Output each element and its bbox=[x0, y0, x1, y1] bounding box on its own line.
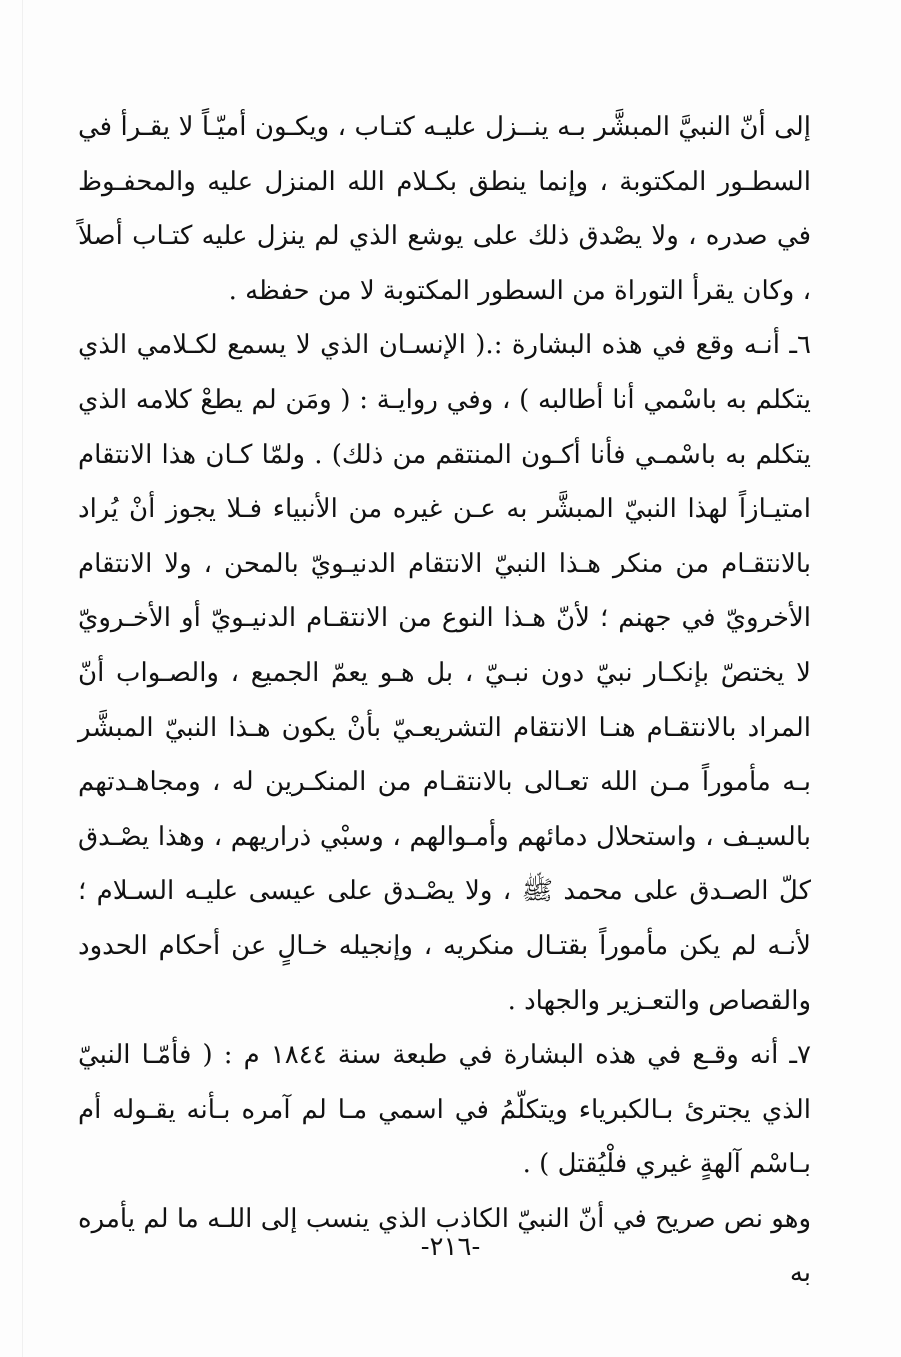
page-number: -٢١٦- bbox=[420, 1232, 481, 1262]
paragraph-closing: وهو نص صريح في أنّ النبيّ الكاذب الذي ينسب إلى اللـه ما لم يأمره به bbox=[78, 1203, 811, 1289]
paragraph-continuation: إلى أنّ النبيَّ المبشَّر بـه ينــزل عليـه كتـاب ، ويكـون أميّـاً لا يقـرأ في السطـور المكتوبة ، وإنما ينطق بكـلام الله المنزل عليه والمحفـوظ في صدره ، ولا يصْدق ذلك على يوشع الذي لم ينزل عليه كتـاب أصلاً ، وكان يقرأ التوراة من السطور المكتوبة لا من حفظه . bbox=[78, 112, 811, 306]
body-text bbox=[78, 100, 811, 1301]
paragraph-point-6: ٦ـ أنـه وقع في هذه البشارة :.( الإنسـان الذي لا يسمع لكـلامي الذي يتكلم به باسْمي أنا أطالبه ) ، وفي روايـة : ( ومَن لم يطعْ كلامه الذي يتكلم به باسْمـي فأنا أكـون المنتقم من ذلك) . ولمّا كـان هذا الانتقام امتيـازاً لهذا النبيّ المبشَّر به عـن غيره من الأنبياء فـلا يجوز أنْ يُراد بالانتقـام من منكر هـذا النبيّ الانتقام الدنيـويّ بالمحن ، ولا الانتقام الأخرويّ في جهنم ؛ لأنّ هـذا النوع من الانتقـام الدنيـويّ أو الأخـرويّ لا يختصّ بإنكـار نبيّ دون نبـيّ ، بل هـو يعمّ الجميع ، والصـواب أنّ المراد بالانتقـام هنـا الانتقام التشريعـيّ بأنْ يكون هـذا النبيّ المبشَّر بـه مأموراً مـن الله تعـالى بالانتقـام من المنكـرين له ، ومجاهـدتهم بالسيـف ، واستحلال دمائهم وأمـوالهم ، وسبْي ذراريهم ، وهذا يصْـدق كلّ الصـدق على محمد ﷺ ، ولا يصْـدق على عيسى عليـه السـلام ؛ لأنـه لم يكن مأموراً بقتـال منكريه ، وإنجيله خـالٍ عن أحكام الحدود والقصاص والتعـزير والجهاد . bbox=[78, 330, 811, 1016]
page-margin-line bbox=[22, 0, 23, 1357]
paragraph-point-7: ٧ـ أنه وقـع في هذه البشارة في طبعة سنة ١٨٤٤ م : ( فأمّـا النبيّ الذي يجترئ بـالكبرياء ويتكلّمُ في اسمي مـا لم آمره بـأنه يقـوله أم بـاسْم آلهةٍ غيري فلْيُقتل ) . bbox=[78, 1040, 811, 1180]
